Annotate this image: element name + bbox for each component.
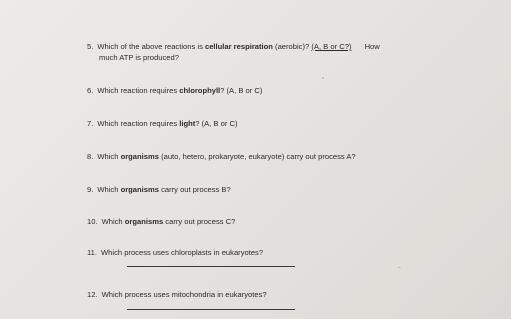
- paper-speck: [322, 77, 324, 79]
- question-5-line-2: [99, 54, 181, 62]
- question-text: Which process uses mitochondria in eukaryotes?: [101, 290, 267, 299]
- question-text: ?: [220, 86, 227, 95]
- question-text: Which process uses chloroplasts in eukaryotes?: [101, 248, 264, 257]
- question-keyword: organisms: [120, 152, 159, 161]
- question-number: 10.: [87, 217, 98, 226]
- question-keyword: chlorophyll: [179, 86, 221, 95]
- question-text: Which: [101, 217, 125, 226]
- question-text: Which reaction requires: [97, 86, 180, 95]
- question-keyword: organisms: [120, 185, 159, 194]
- question-5: [87, 43, 380, 51]
- question-text: ?: [195, 119, 202, 128]
- answer-line[interactable]: [127, 266, 295, 267]
- question-number: 6.: [87, 86, 94, 95]
- question-10: [87, 218, 235, 226]
- question-9: [87, 186, 231, 194]
- question-keyword: cellular respiration: [204, 42, 273, 51]
- answer-choices: (A, B or C): [201, 119, 238, 128]
- question-text: Which of the above reactions is: [97, 42, 205, 51]
- question-8: [87, 153, 356, 161]
- question-12: [87, 291, 267, 299]
- question-text: (auto, hetero, prokaryote, eukaryote) carry out process A?: [158, 152, 356, 161]
- answer-line[interactable]: [127, 309, 295, 310]
- question-text: Which: [97, 185, 121, 194]
- answer-choices: (A, B or C?): [311, 42, 352, 51]
- question-7: [87, 120, 249, 128]
- question-text: Which reaction requires: [97, 119, 180, 128]
- question-number: 11.: [87, 248, 97, 257]
- question-number: 5.: [87, 42, 94, 51]
- question-keyword: light: [179, 119, 196, 128]
- question-text: Which: [97, 152, 121, 161]
- question-number: 7.: [87, 119, 94, 128]
- answer-choices: (A, B or C): [226, 86, 263, 95]
- question-number: 9.: [87, 185, 94, 194]
- question-text: carry out process B?: [158, 185, 231, 194]
- question-6: [87, 87, 271, 95]
- question-text: much ATP is produced?: [99, 53, 179, 62]
- question-keyword: organisms: [124, 217, 164, 226]
- question-text: How: [364, 42, 380, 51]
- question-11: [87, 249, 263, 257]
- question-text: carry out process C?: [163, 217, 236, 226]
- question-number: 8.: [87, 152, 94, 161]
- paper-speck: [398, 267, 401, 268]
- question-number: 12.: [87, 290, 98, 299]
- question-text: (aerobic)?: [272, 42, 312, 51]
